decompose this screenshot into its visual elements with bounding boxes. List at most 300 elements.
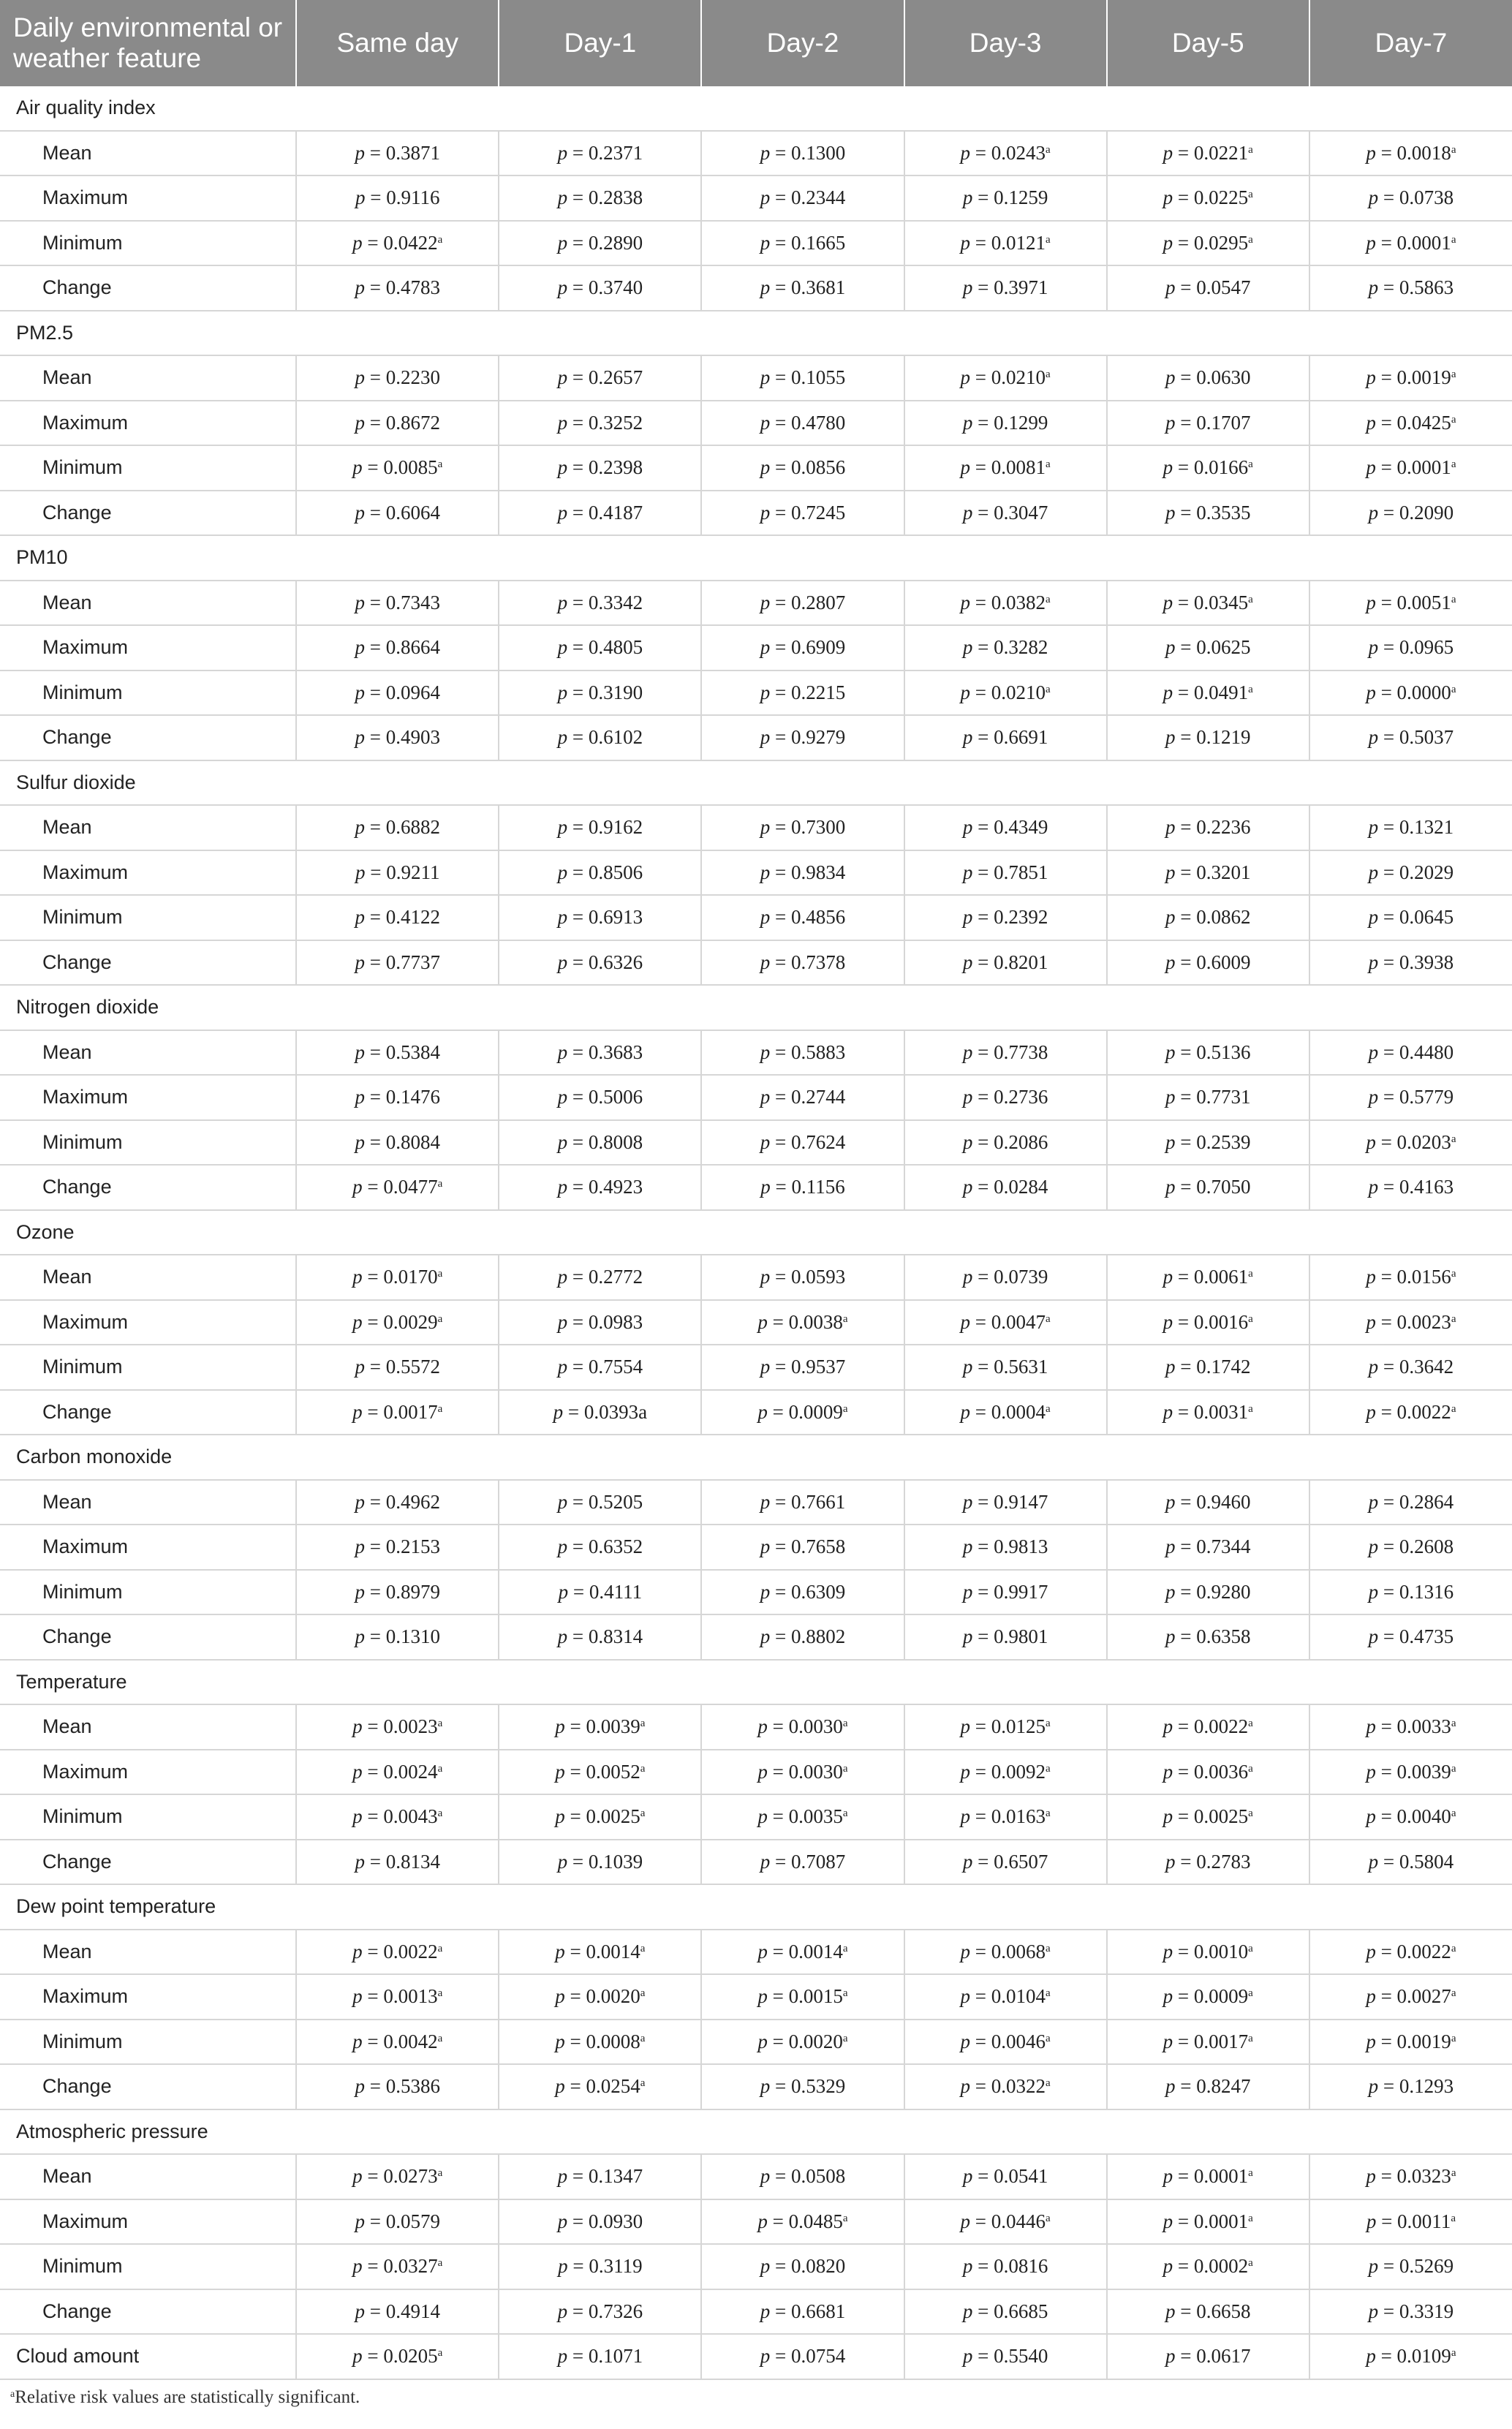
p-value-cell: p = 0.3938 <box>1309 940 1512 986</box>
p-value-cell: p = 0.0156$^a$ <box>1309 1255 1512 1300</box>
p-value-cell: p = 0.8664 <box>296 625 499 670</box>
p-value-cell: p = 0.7378 <box>701 940 904 986</box>
p-value-cell: p = 0.0002$^a$ <box>1107 2244 1309 2289</box>
p-value-cell: p = 0.9801 <box>904 1614 1107 1660</box>
p-value-cell: p = 0.0047$^a$ <box>904 1300 1107 1345</box>
table-row <box>0 1525 1512 1570</box>
p-value-cell: p = 0.8247 <box>1107 2064 1309 2109</box>
p-value-cell: p = 0.1156 <box>701 1165 904 1210</box>
p-value-cell: p = 0.8134 <box>296 1840 499 1885</box>
p-value-cell: p = 0.0163$^a$ <box>904 1794 1107 1840</box>
p-value-cell: p = 0.0205$^a$ <box>296 2334 499 2379</box>
p-value-cell: p = 0.1347 <box>499 2154 701 2199</box>
p-value-cell: p = 0.8084 <box>296 1120 499 1166</box>
p-value-cell: p = 0.4783 <box>296 265 499 311</box>
p-value-cell: p = 0.0625 <box>1107 625 1309 670</box>
p-value-cell: p = 0.0023$^a$ <box>1309 1300 1512 1345</box>
p-value-cell: p = 0.0225$^a$ <box>1107 175 1309 221</box>
p-value-cell: p = 0.1665 <box>701 221 904 266</box>
p-value-cell: p = 0.4349 <box>904 805 1107 850</box>
p-value-cell: p = 0.0038$^a$ <box>701 1300 904 1345</box>
p-value-cell: p = 0.2029 <box>1309 850 1512 896</box>
p-value-cell: p = 0.1316 <box>1309 1570 1512 1615</box>
p-value-cell: p = 0.3047 <box>904 491 1107 536</box>
p-value-cell: p = 0.7326 <box>499 2289 701 2335</box>
p-value-cell: p = 0.5804 <box>1309 1840 1512 1885</box>
table-row <box>0 2064 1512 2109</box>
p-value-cell: p = 0.2230 <box>296 355 499 401</box>
table-row <box>0 1840 1512 1885</box>
p-value-cell: p = 0.5037 <box>1309 715 1512 760</box>
p-value-cell: p = 0.0024$^a$ <box>296 1750 499 1795</box>
p-value-cell: p = 0.0485$^a$ <box>701 2199 904 2245</box>
table-row <box>0 1075 1512 1120</box>
p-value-cell: p = 0.1707 <box>1107 401 1309 446</box>
p-value-cell: p = 0.6009 <box>1107 940 1309 986</box>
row-label: Change <box>0 1390 296 1435</box>
p-value-cell: p = 0.5329 <box>701 2064 904 2109</box>
group-label: Air quality index <box>0 86 1512 131</box>
p-value-cell: p = 0.4805 <box>499 625 701 670</box>
p-value-cell: p = 0.3252 <box>499 401 701 446</box>
p-value-cell: p = 0.1310 <box>296 1614 499 1660</box>
row-label: Change <box>0 2064 296 2109</box>
p-value-cell: p = 0.0052$^a$ <box>499 1750 701 1795</box>
group-row <box>0 535 1512 581</box>
column-header-day-5: Day-5 <box>1107 0 1309 86</box>
p-value-cell: p = 0.2838 <box>499 175 701 221</box>
row-label: Mean <box>0 581 296 626</box>
p-value-cell: p = 0.0541 <box>904 2154 1107 2199</box>
p-value-cell: p = 0.0020$^a$ <box>499 1974 701 2020</box>
p-value-cell: p = 0.0273$^a$ <box>296 2154 499 2199</box>
row-label: Change <box>0 491 296 536</box>
p-value-cell: p = 0.9116 <box>296 175 499 221</box>
p-value-cell: p = 0.1742 <box>1107 1345 1309 1390</box>
p-value-cell: p = 0.0284 <box>904 1165 1107 1210</box>
p-value-cell: p = 0.0983 <box>499 1300 701 1345</box>
p-value-cell: p = 0.0001$^a$ <box>1309 445 1512 491</box>
p-value-cell: p = 0.3683 <box>499 1030 701 1076</box>
table-row <box>0 1974 1512 2020</box>
p-value-cell: p = 0.4780 <box>701 401 904 446</box>
p-value-cell: p = 0.6685 <box>904 2289 1107 2335</box>
p-value-cell: p = 0.0816 <box>904 2244 1107 2289</box>
p-value-cell: p = 0.0422$^a$ <box>296 221 499 266</box>
p-value-cell: p = 0.0030$^a$ <box>701 1704 904 1750</box>
table-row <box>0 445 1512 491</box>
p-value-cell: p = 0.0221$^a$ <box>1107 131 1309 176</box>
p-value-cell: p = 0.1055 <box>701 355 904 401</box>
p-value-cell: p = 0.2236 <box>1107 805 1309 850</box>
row-label: Maximum <box>0 2199 296 2245</box>
p-value-cell: p = 0.0243$^a$ <box>904 131 1107 176</box>
table-row <box>0 1165 1512 1210</box>
p-value-cell: p = 0.7658 <box>701 1525 904 1570</box>
group-label: Dew point temperature <box>0 1884 1512 1930</box>
p-value-cell: p = 0.0210$^a$ <box>904 355 1107 401</box>
p-value-cell: p = 0.0295$^a$ <box>1107 221 1309 266</box>
row-label: Mean <box>0 805 296 850</box>
p-value-cell: p = 0.7851 <box>904 850 1107 896</box>
p-value-cell: p = 0.4903 <box>296 715 499 760</box>
group-label: PM10 <box>0 535 1512 581</box>
p-value-cell: p = 0.7050 <box>1107 1165 1309 1210</box>
table-row <box>0 1120 1512 1166</box>
table-row <box>0 1300 1512 1345</box>
p-value-cell: p = 0.6913 <box>499 895 701 940</box>
p-value-cell: p = 0.0022$^a$ <box>1309 1390 1512 1435</box>
p-value-cell: p = 0.0345$^a$ <box>1107 581 1309 626</box>
group-row <box>0 1210 1512 1255</box>
p-value-cell: p = 0.1039 <box>499 1840 701 1885</box>
row-label: Change <box>0 1840 296 1885</box>
p-value-cell: p = 0.6691 <box>904 715 1107 760</box>
p-value-cell: p = 0.0061$^a$ <box>1107 1255 1309 1300</box>
row-label: Mean <box>0 1030 296 1076</box>
p-value-cell: p = 0.6507 <box>904 1840 1107 1885</box>
row-label: Mean <box>0 1480 296 1525</box>
p-value-cell: p = 0.0025$^a$ <box>499 1794 701 1840</box>
p-value-cell: p = 0.0022$^a$ <box>296 1930 499 1975</box>
p-value-cell: p = 0.0327$^a$ <box>296 2244 499 2289</box>
row-label: Change <box>0 715 296 760</box>
p-value-cell: p = 0.0018$^a$ <box>1309 131 1512 176</box>
row-label: Mean <box>0 131 296 176</box>
row-label: Minimum <box>0 1570 296 1615</box>
p-value-cell: p = 0.7343 <box>296 581 499 626</box>
p-value-cell: p = 0.0820 <box>701 2244 904 2289</box>
p-value-cell: p = 0.0593 <box>701 1255 904 1300</box>
p-value-cell: p = 0.6882 <box>296 805 499 850</box>
row-label: Change <box>0 1165 296 1210</box>
p-value-cell: p = 0.0025$^a$ <box>1107 1794 1309 1840</box>
p-value-cell: p = 0.8008 <box>499 1120 701 1166</box>
p-value-cell: p = 0.9279 <box>701 715 904 760</box>
row-label: Minimum <box>0 1120 296 1166</box>
p-value-cell: p = 0.8802 <box>701 1614 904 1660</box>
p-value-cell: p = 0.1299 <box>904 401 1107 446</box>
column-header-day-1: Day-1 <box>499 0 701 86</box>
table-row <box>0 670 1512 716</box>
p-value-cell: p = 0.0547 <box>1107 265 1309 311</box>
p-value-cell: p = 0.0019$^a$ <box>1309 2020 1512 2065</box>
p-value-cell: p = 0.0166$^a$ <box>1107 445 1309 491</box>
p-value-cell: p = 0.7661 <box>701 1480 904 1525</box>
row-label: Change <box>0 1614 296 1660</box>
p-value-cell: p = 0.0022$^a$ <box>1309 1930 1512 1975</box>
p-value-cell: p = 0.6064 <box>296 491 499 536</box>
p-value-cell: p = 0.0930 <box>499 2199 701 2245</box>
p-value-cell: p = 0.0964 <box>296 670 499 716</box>
p-value-cell: p = 0.4914 <box>296 2289 499 2335</box>
table-row <box>0 1570 1512 1615</box>
table-row <box>0 2020 1512 2065</box>
row-label: Mean <box>0 1930 296 1975</box>
row-label: Minimum <box>0 1345 296 1390</box>
p-value-cell: p = 0.5779 <box>1309 1075 1512 1120</box>
row-label: Mean <box>0 1704 296 1750</box>
p-value-cell: p = 0.9211 <box>296 850 499 896</box>
row-label: Mean <box>0 2154 296 2199</box>
p-value-cell: p = 0.0022$^a$ <box>1107 1704 1309 1750</box>
p-value-cell: p = 0.0020$^a$ <box>701 2020 904 2065</box>
p-value-cell: p = 0.1259 <box>904 175 1107 221</box>
p-value-cell: p = 0.0017$^a$ <box>1107 2020 1309 2065</box>
group-row <box>0 1884 1512 1930</box>
row-label: Minimum <box>0 2020 296 2065</box>
p-value-cell: p = 0.0092$^a$ <box>904 1750 1107 1795</box>
p-value-cell: p = 0.0081$^a$ <box>904 445 1107 491</box>
table-row <box>0 715 1512 760</box>
p-value-cell: p = 0.7737 <box>296 940 499 986</box>
p-value-cell: p = 0.6358 <box>1107 1614 1309 1660</box>
row-label: Mean <box>0 1255 296 1300</box>
p-value-cell: p = 0.0491$^a$ <box>1107 670 1309 716</box>
p-value-cell: p = 0.4163 <box>1309 1165 1512 1210</box>
p-value-cell: p = 0.0016$^a$ <box>1107 1300 1309 1345</box>
group-label: Sulfur dioxide <box>0 760 1512 806</box>
p-value-cell: p = 0.2864 <box>1309 1480 1512 1525</box>
p-value-cell: p = 0.0040$^a$ <box>1309 1794 1512 1840</box>
p-value-cell: p = 0.0030$^a$ <box>701 1750 904 1795</box>
p-value-cell: p = 0.3642 <box>1309 1345 1512 1390</box>
p-value-cell: p = 0.8201 <box>904 940 1107 986</box>
row-label: Maximum <box>0 1974 296 2020</box>
p-value-cell: p = 0.9460 <box>1107 1480 1309 1525</box>
p-value-cell: p = 0.8672 <box>296 401 499 446</box>
p-value-cell: p = 0.7344 <box>1107 1525 1309 1570</box>
group-label: Ozone <box>0 1210 1512 1255</box>
p-value-cell: p = 0.0738 <box>1309 175 1512 221</box>
p-value-cell: p = 0.5006 <box>499 1075 701 1120</box>
p-value-cell: p = 0.0630 <box>1107 355 1309 401</box>
p-value-cell: p = 0.3319 <box>1309 2289 1512 2335</box>
group-row <box>0 2109 1512 2155</box>
p-value-cell: p = 0.4856 <box>701 895 904 940</box>
p-value-cell: p = 0.0645 <box>1309 895 1512 940</box>
p-value-cell: p = 0.5384 <box>296 1030 499 1076</box>
p-value-cell: p = 0.7245 <box>701 491 904 536</box>
group-label: PM2.5 <box>0 311 1512 356</box>
p-value-cell: p = 0.0965 <box>1309 625 1512 670</box>
p-value-cell: p = 0.9280 <box>1107 1570 1309 1615</box>
p-value-cell: p = 0.0033$^a$ <box>1309 1704 1512 1750</box>
p-value-cell: p = 0.6909 <box>701 625 904 670</box>
group-row <box>0 760 1512 806</box>
p-value-cell: p = 0.0023$^a$ <box>296 1704 499 1750</box>
p-value-cell: p = 0.2807 <box>701 581 904 626</box>
p-value-cell: p = 0.2090 <box>1309 491 1512 536</box>
table-row <box>0 581 1512 626</box>
table-row <box>0 895 1512 940</box>
group-label: Atmospheric pressure <box>0 2109 1512 2155</box>
table-row <box>0 1390 1512 1435</box>
table-row <box>0 1480 1512 1525</box>
p-value-cell: p = 0.0001$^a$ <box>1107 2199 1309 2245</box>
p-value-cell: p = 0.5540 <box>904 2334 1107 2379</box>
table-row <box>0 401 1512 446</box>
row-label: Minimum <box>0 670 296 716</box>
p-value-cell: p = 0.0446$^a$ <box>904 2199 1107 2245</box>
table-row <box>0 1704 1512 1750</box>
header-row <box>0 0 1512 86</box>
p-value-cell: p = 0.0027$^a$ <box>1309 1974 1512 2020</box>
table-row <box>0 2199 1512 2245</box>
table-row <box>0 625 1512 670</box>
p-value-cell: p = 0.5386 <box>296 2064 499 2109</box>
group-row <box>0 1435 1512 1480</box>
p-value-cell: p = 0.0019$^a$ <box>1309 355 1512 401</box>
table-row <box>0 1255 1512 1300</box>
table-row <box>0 850 1512 896</box>
p-value-cell: p = 0.0015$^a$ <box>701 1974 904 2020</box>
p-value-cell: p = 0.6352 <box>499 1525 701 1570</box>
p-value-cell: p = 0.2744 <box>701 1075 904 1120</box>
p-value-cell: p = 0.0085$^a$ <box>296 445 499 491</box>
column-header-feature: Daily environmental or weather feature <box>0 0 296 86</box>
p-value-cell: p = 0.5205 <box>499 1480 701 1525</box>
column-header-day-2: Day-2 <box>701 0 904 86</box>
p-value-cell: p = 0.0323$^a$ <box>1309 2154 1512 2199</box>
row-label: Change <box>0 2289 296 2335</box>
row-label: Maximum <box>0 850 296 896</box>
p-value-cell: p = 0.0425$^a$ <box>1309 401 1512 446</box>
p-value-cell: p = 0.0579 <box>296 2199 499 2245</box>
column-header-day-3: Day-3 <box>904 0 1107 86</box>
p-value-cell: p = 0.5136 <box>1107 1030 1309 1076</box>
row-label: Change <box>0 940 296 986</box>
p-value-cell: p = 0.0109$^a$ <box>1309 2334 1512 2379</box>
row-label: Minimum <box>0 445 296 491</box>
p-value-cell: p = 0.2736 <box>904 1075 1107 1120</box>
column-header-day-7: Day-7 <box>1309 0 1512 86</box>
p-value-cell: p = 0.0036$^a$ <box>1107 1750 1309 1795</box>
p-value-cell: p = 0.6681 <box>701 2289 904 2335</box>
p-value-cell: p = 0.2608 <box>1309 1525 1512 1570</box>
table-row <box>0 940 1512 986</box>
table-row <box>0 491 1512 536</box>
p-value-cell: p = 0.8979 <box>296 1570 499 1615</box>
p-value-cell: p = 0.0009$^a$ <box>1107 1974 1309 2020</box>
row-label: Maximum <box>0 175 296 221</box>
p-value-cell: p = 0.0856 <box>701 445 904 491</box>
p-value-cell: p = 0.1293 <box>1309 2064 1512 2109</box>
p-value-cell: p = 0.0001$^a$ <box>1309 221 1512 266</box>
group-row <box>0 985 1512 1030</box>
p-value-cell: p = 0.5863 <box>1309 265 1512 311</box>
table-row <box>0 1750 1512 1795</box>
group-row <box>0 86 1512 131</box>
p-value-cell: p = 0.6326 <box>499 940 701 986</box>
p-value-cell: p = 0.0477$^a$ <box>296 1165 499 1210</box>
table-row <box>0 805 1512 850</box>
p-value-cell: p = 0.5572 <box>296 1345 499 1390</box>
table-row <box>0 2154 1512 2199</box>
p-value-cell: p = 0.0035$^a$ <box>701 1794 904 1840</box>
group-row <box>0 311 1512 356</box>
row-label: Minimum <box>0 221 296 266</box>
p-value-cell: p = 0.0014$^a$ <box>701 1930 904 1975</box>
p-value-cell: p = 0.4735 <box>1309 1614 1512 1660</box>
p-value-cell: p = 0.9917 <box>904 1570 1107 1615</box>
p-value-cell: p = 0.9813 <box>904 1525 1107 1570</box>
p-value-cell: p = 0.6658 <box>1107 2289 1309 2335</box>
p-value-cell: p = 0.1321 <box>1309 805 1512 850</box>
group-label: Carbon monoxide <box>0 1435 1512 1480</box>
p-value-cell: p = 0.7738 <box>904 1030 1107 1076</box>
p-value-cell: p = 0.3190 <box>499 670 701 716</box>
p-value-cell: p = 0.2398 <box>499 445 701 491</box>
p-value-cell: p = 0.0210$^a$ <box>904 670 1107 716</box>
p-value-cell: p = 0.0068$^a$ <box>904 1930 1107 1975</box>
table-row <box>0 1930 1512 1975</box>
p-value-cell: p = 0.0000$^a$ <box>1309 670 1512 716</box>
group-label: Temperature <box>0 1660 1512 1705</box>
p-value-cell: p = 0.0011$^a$ <box>1309 2199 1512 2245</box>
p-value-cell: p = 0.8314 <box>499 1614 701 1660</box>
p-value-cell: p = 0.9147 <box>904 1480 1107 1525</box>
table-row <box>0 2334 1512 2379</box>
p-value-cell: p = 0.7087 <box>701 1840 904 1885</box>
p-value-cell: p = 0.6309 <box>701 1570 904 1615</box>
footnote-text: Relative risk values are statistically significant. <box>15 2387 360 2407</box>
p-value-cell: p = 0.3971 <box>904 265 1107 311</box>
p-value-cell: p = 0.2215 <box>701 670 904 716</box>
group-label: Nitrogen dioxide <box>0 985 1512 1030</box>
p-value-cell: p = 0.3119 <box>499 2244 701 2289</box>
p-value-cell: p = 0.3871 <box>296 131 499 176</box>
p-value-cell: p = 0.0739 <box>904 1255 1107 1300</box>
p-value-cell: p = 0.5269 <box>1309 2244 1512 2289</box>
table-row <box>0 2289 1512 2335</box>
p-value-cell: p = 0.0203$^a$ <box>1309 1120 1512 1166</box>
p-value-cell: p = 0.0754 <box>701 2334 904 2379</box>
p-value-cell: p = 0.0014$^a$ <box>499 1930 701 1975</box>
p-value-cell: p = 0.0617 <box>1107 2334 1309 2379</box>
row-label: Cloud amount <box>0 2334 296 2379</box>
p-value-cell: p = 0.4923 <box>499 1165 701 1210</box>
row-label: Maximum <box>0 625 296 670</box>
p-value-cell: p = 0.2392 <box>904 895 1107 940</box>
table-row <box>0 1345 1512 1390</box>
p-value-cell: p = 0.0393a <box>499 1390 701 1435</box>
p-value-cell: p = 0.2086 <box>904 1120 1107 1166</box>
p-value-cell: p = 0.3282 <box>904 625 1107 670</box>
p-value-cell: p = 0.7554 <box>499 1345 701 1390</box>
p-value-cell: p = 0.0010$^a$ <box>1107 1930 1309 1975</box>
p-value-cell: p = 0.0008$^a$ <box>499 2020 701 2065</box>
footnote-marker: a <box>10 2389 15 2400</box>
table-row <box>0 131 1512 176</box>
p-value-cell: p = 0.9162 <box>499 805 701 850</box>
p-value-cell: p = 0.0121$^a$ <box>904 221 1107 266</box>
p-value-cell: p = 0.0051$^a$ <box>1309 581 1512 626</box>
p-value-cell: p = 0.7624 <box>701 1120 904 1166</box>
p-value-cell: p = 0.0043$^a$ <box>296 1794 499 1840</box>
row-label: Maximum <box>0 1525 296 1570</box>
column-header-same-day: Same day <box>296 0 499 86</box>
p-value-cell: p = 0.0125$^a$ <box>904 1704 1107 1750</box>
row-label: Maximum <box>0 1075 296 1120</box>
p-value-cell: p = 0.6102 <box>499 715 701 760</box>
p-value-cell: p = 0.7300 <box>701 805 904 850</box>
p-value-cell: p = 0.3740 <box>499 265 701 311</box>
p-value-cell: p = 0.0001$^a$ <box>1107 2154 1309 2199</box>
p-value-cell: p = 0.0013$^a$ <box>296 1974 499 2020</box>
p-value-cell: p = 0.3681 <box>701 265 904 311</box>
p-value-cell: p = 0.7731 <box>1107 1075 1309 1120</box>
